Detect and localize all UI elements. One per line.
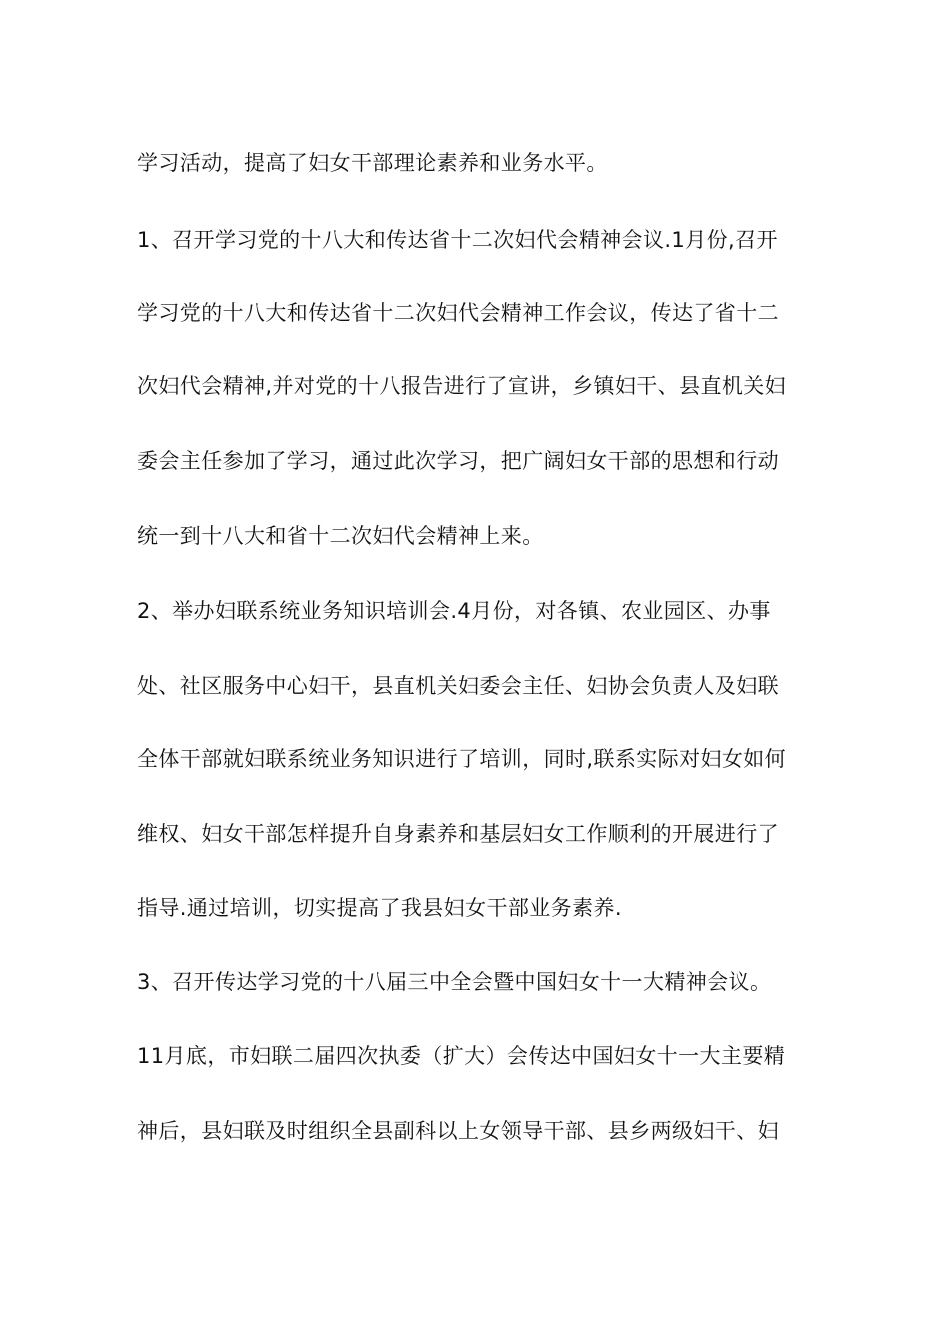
text-line: 神后，县妇联及时组织全县副科以上女领导干部、县乡两级妇干、妇 (137, 1119, 779, 1143)
text-line: 1、召开学习党的十八大和传达省十二次妇代会精神会议.1月份,召开 (137, 228, 778, 252)
text-line: 学习活动，提高了妇女干部理论素养和业务水平。 (137, 151, 608, 175)
text-line: 2、举办妇联系统业务知识培训会.4月份，对各镇、农业园区、办事 (137, 599, 771, 623)
text-line: 统一到十八大和省十二次妇代会精神上来。 (137, 524, 544, 548)
text-line: 维权、妇女干部怎样提升自身素养和基层妇女工作顺利的开展进行了 (137, 822, 779, 846)
text-line: 3、召开传达学习党的十八届三中全会暨中国妇女十一大精神会议。 (137, 970, 772, 994)
text-line: 全体干部就妇联系统业务知识进行了培训，同时,联系实际对妇女如何 (137, 747, 787, 771)
text-line: 委会主任参加了学习，通过此次学习，把广阔妇女干部的思想和行动 (137, 449, 779, 473)
text-line: 次妇代会精神,并对党的十八报告进行了宣讲，乡镇妇干、县直机关妇 (137, 374, 787, 398)
text-line: 指导.通过培训，切实提高了我县妇女干部业务素养. (137, 896, 622, 920)
text-line: 11月底，市妇联二届四次执委（扩大）会传达中国妇女十一大主要精 (137, 1044, 786, 1068)
text-line: 处、社区服务中心妇干，县直机关妇委会主任、妇协会负责人及妇联 (137, 674, 779, 698)
text-line: 学习党的十八大和传达省十二次妇代会精神工作会议，传达了省十二 (137, 301, 779, 325)
